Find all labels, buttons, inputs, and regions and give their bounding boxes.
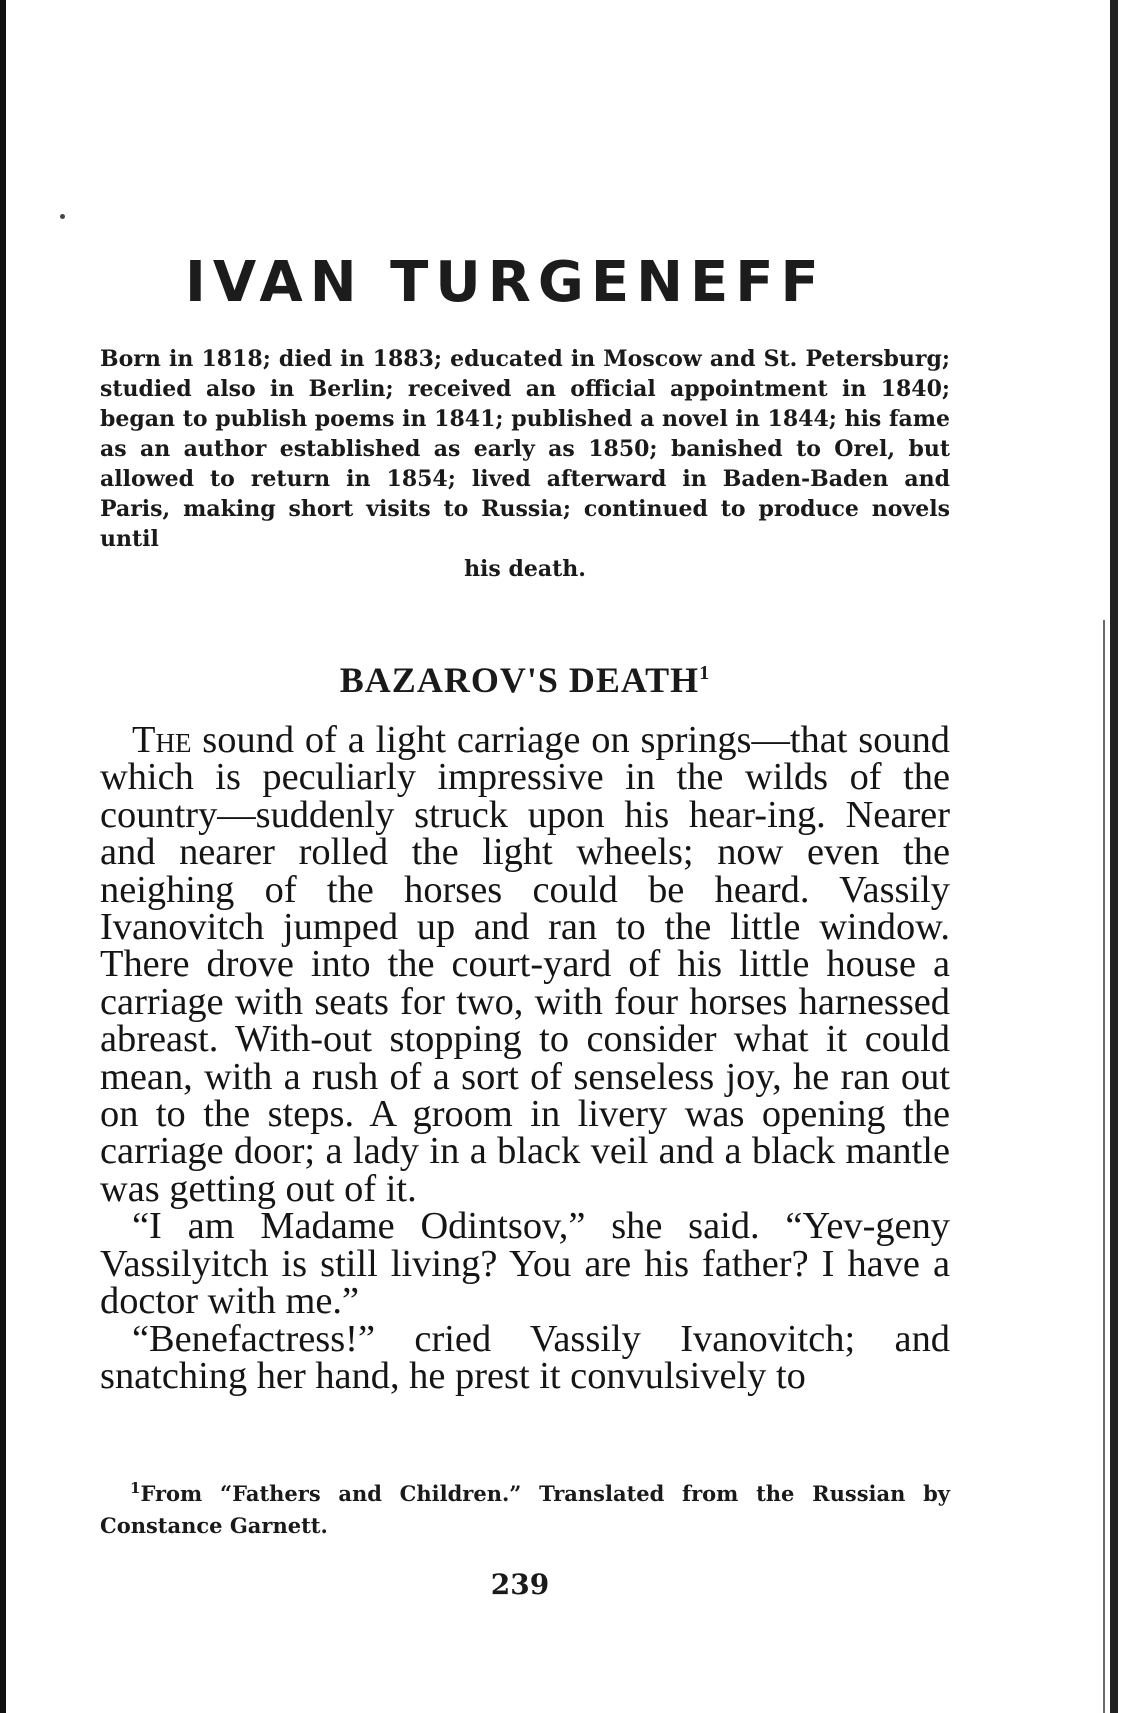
footnote (100, 1478, 950, 1542)
page-edge-inner-line (1103, 620, 1105, 1713)
footnote-marker: 1 (130, 1479, 141, 1497)
paragraph-1 (100, 719, 950, 1210)
biography-last-line: his death. (464, 556, 586, 582)
biography-text: Born in 1818; died in 1883; educated in Moscow and St. Petersburg; studied also in Berlin; received an official appointment in 1840; began to publish poems in 1841; published a novel in 1844; his fame as an author established as early as 1850; banished to Orel, but allowed to return in 1854; lived afterward in Baden-Baden and Paris, making short visits to Russia; continued to produce novels until (100, 346, 950, 552)
body-text (100, 719, 950, 1397)
section-heading-text: BAZAROV'S DEATH (339, 660, 700, 700)
page-edge-right (1110, 0, 1118, 1713)
page-number: 239 (490, 1568, 550, 1601)
section-heading (100, 659, 950, 701)
author-biography (100, 344, 950, 584)
page-edge-left (0, 0, 6, 1713)
paragraph-3: “Benefactress!” cried Vassily Ivanovitch; and snatching her hand, he prest it convulsively to (100, 1317, 950, 1397)
footnote-reference: 1 (699, 662, 711, 684)
paragraph-1-lead: The (132, 719, 192, 761)
print-speck (60, 214, 65, 219)
footnote-text: From “Fathers and Children.” Translated from the Russian by Constance Garnett. (100, 1481, 950, 1538)
paragraph-2: “I am Madame Odintsov,” she said. “Yev-geny Vassilyitch is still living? You are his father? I have a doctor with me.” (100, 1205, 950, 1323)
paragraph-1-text: sound of a light carriage on springs—that sound which is peculiarly impressive in the wilds of the country—suddenly struck upon his hear-ing. Nearer and nearer rolled the light wheels; now even the neighing of the horses could be heard. Vassily Ivanovitch jumped up and ran to the little window. There drove into the court-yard of his little house a carriage with seats for two, with four horses harnessed abreast. With-out stopping to consider what it could mean, with a rush of a sort of senseless joy, he ran out on to the steps. A groom in livery was opening the carriage door; a lady in a black veil and a black mantle was getting out of it. (100, 719, 950, 1210)
author-title: IVAN TURGENEFF (185, 250, 826, 315)
